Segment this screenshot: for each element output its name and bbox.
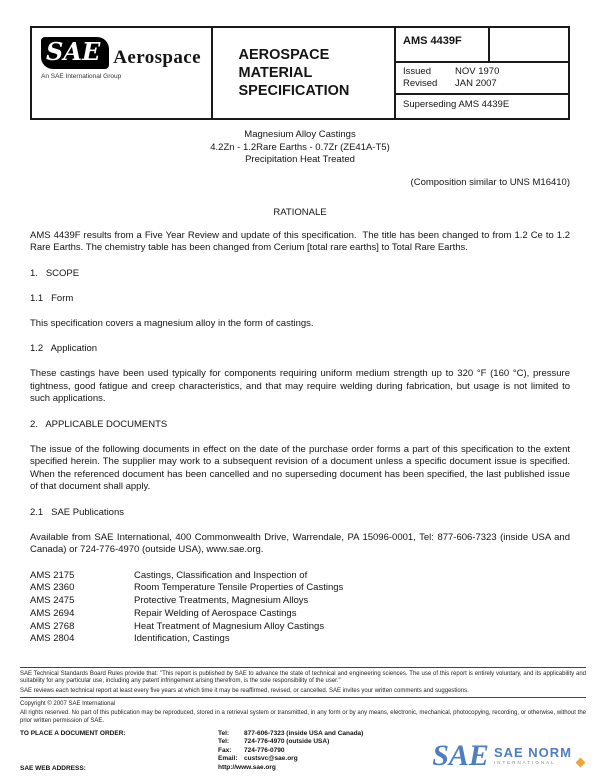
- application-text: These castings have been used typically for components requiring uniform medium strength up to 320 °F (160 °C), pressure tightness, good fatigue and creep characteristics, and that may require welding during fabrication, but usage is not limited to such applications.: [30, 368, 573, 404]
- copyright-notice: Copyright © 2007 SAE International: [20, 701, 116, 708]
- email-link[interactable]: custsvc@sae.org: [244, 755, 298, 763]
- tel-value: 724-776-4970 (outside USA): [244, 738, 330, 746]
- sae-logo-icon: SAE: [41, 37, 109, 69]
- rights-notice: All rights reserved. No part of this publication may be reproduced, stored in a retrieval system or transmitted, in any form or by any means, electronic, mechanical, photocopying, recording, or otherwise, without the prior written permission of SAE.: [20, 710, 586, 724]
- document-title: Room Temperature Tensile Properties of Castings: [134, 582, 344, 594]
- footer-divider: [20, 667, 586, 668]
- logo-tagline: An SAE International Group: [41, 73, 122, 80]
- spec-title-cell: [211, 28, 396, 118]
- section-1-1-heading: 1.1 Form: [30, 292, 74, 304]
- document-code: AMS 2694: [30, 607, 75, 619]
- doc-number-row: [396, 28, 568, 61]
- doc-number: AMS 4439F: [403, 35, 462, 47]
- footer-divider: [20, 697, 586, 698]
- sae-norm-accent-icon: [576, 758, 586, 768]
- document-code: AMS 2175: [30, 569, 75, 581]
- sae-norm-logo-text: [494, 746, 572, 766]
- order-labels-column: [20, 730, 218, 772]
- document-title: Castings, Classification and Inspection of: [134, 569, 308, 581]
- document-subject: [30, 129, 570, 167]
- logo-aerospace-text: Aerospace: [113, 47, 201, 68]
- document-code: AMS 2768: [30, 620, 75, 632]
- page-title: AEROSPACE MATERIAL SPECIFICATION: [238, 47, 350, 99]
- standards-board-notice: SAE Technical Standards Board Rules provide that: "This report is published by SAE to advance the state of technical and engineering sciences. The use of this report is entirely voluntary, and its applicability and suitability for any particular use, including any patent infringement arising therefrom, is the sole responsibility of the user.": [20, 671, 586, 685]
- section-1-heading: 1. SCOPE: [30, 267, 80, 279]
- table-row: [30, 570, 570, 583]
- order-web: [218, 764, 363, 772]
- email-label: Email:: [218, 755, 238, 763]
- superseding-note: Superseding AMS 4439E: [396, 93, 568, 118]
- section-1-2-heading: 1.2 Application: [30, 343, 98, 354]
- section-2-heading: 2. APPLICABLE DOCUMENTS: [30, 418, 168, 430]
- sae-availability-text: Available from SAE International, 400 Commonwealth Drive, Warrendale, PA 15096-0001, Tel: 877-606-7323 (inside USA and Canada) or 724-776-4970 (outside USA), www.sae.org.: [30, 531, 573, 555]
- fax-label: Fax:: [218, 746, 232, 754]
- order-tel-1: [218, 730, 363, 738]
- document-title: Repair Welding of Aerospace Castings: [134, 607, 297, 619]
- subject-line-3: Precipitation Heat Treated: [245, 154, 355, 165]
- order-fax: [218, 747, 363, 755]
- doc-number-empty-cell: [488, 28, 568, 61]
- table-row: [30, 608, 570, 621]
- web-address-label: SAE WEB ADDRESS:: [20, 765, 86, 772]
- order-contact-lines: [218, 730, 363, 772]
- sae-aerospace-logo: [32, 28, 211, 118]
- sae-norm-logo-sae-icon: SAE: [432, 739, 489, 772]
- subject-line-2: 4.2Zn - 1.2Rare Earths - 0.7Zr (ZE41A-T5): [210, 141, 390, 153]
- logo-row: [41, 37, 205, 69]
- review-notice: SAE reviews each technical report at least every five years at which time it may be reaffirmed, revised, or cancelled. SAE invites your written comments and suggestions.: [20, 687, 469, 694]
- rationale-text: AMS 4439F results from a Five Year Review and update of this specification. The title has been changed to from 1.2 Ce to 1.2 Rare Earths. The chemistry table has been changed from Cerium [total rare earths] to Total Rare Earths.: [30, 229, 573, 253]
- document-title: Identification, Castings: [134, 633, 230, 645]
- sae-norm-logo-sub: INTERNATIONAL: [493, 760, 556, 766]
- issue-dates-row: [396, 61, 568, 93]
- form-text: This specification covers a magnesium alloy in the form of castings.: [30, 317, 314, 329]
- rationale-heading: RATIONALE: [273, 206, 327, 218]
- tel-label: Tel:: [218, 738, 230, 746]
- page-footer: [20, 665, 586, 772]
- order-email: [218, 755, 363, 763]
- composition-note: (Composition similar to UNS M16410): [410, 176, 570, 188]
- order-label: TO PLACE A DOCUMENT ORDER:: [20, 729, 126, 737]
- tel-value: 877-606-7323 (inside USA and Canada): [244, 729, 364, 737]
- issued-date: NOV 1970: [455, 66, 500, 77]
- subject-line-1: Magnesium Alloy Castings: [244, 129, 356, 140]
- document-title: Protective Treatments, Magnesium Alloys: [134, 595, 309, 607]
- sae-norm-logo: [432, 741, 584, 771]
- section-2-1-heading: 2.1 SAE Publications: [30, 506, 124, 518]
- order-tel-2: [218, 738, 363, 746]
- revised-date: JAN 2007: [455, 78, 497, 89]
- document-code: AMS 2360: [30, 582, 75, 594]
- fax-value: 724-776-0790: [244, 746, 285, 754]
- issue-dates-grid: [403, 66, 561, 90]
- table-row: [30, 595, 570, 608]
- revised-label: Revised: [403, 78, 438, 89]
- table-row: [30, 621, 570, 634]
- tel-label: Tel:: [218, 729, 230, 737]
- sae-web-url-link[interactable]: http://www.sae.org: [218, 763, 276, 771]
- document-title: Heat Treatment of Magnesium Alloy Castings: [134, 620, 325, 632]
- title-block: [30, 26, 570, 120]
- document-code: AMS 2475: [30, 595, 75, 607]
- referenced-documents-list: [30, 570, 570, 647]
- doc-meta-cell: [396, 28, 568, 118]
- applicable-documents-intro: The issue of the following documents in effect on the date of the purchase order forms a part of this specification to the extent specified herein. The supplier may work to a subsequent revision of a document unless a specific document issue is specified. When the referenced document has been cancelled and no superseding document has been specified, the last published issue of that document shall apply.: [30, 443, 573, 492]
- document-code: AMS 2804: [30, 633, 75, 645]
- table-row: [30, 582, 570, 595]
- issued-label: Issued: [403, 66, 431, 77]
- table-row: [30, 633, 570, 646]
- sae-norm-logo-name: SAE NORM: [493, 745, 572, 761]
